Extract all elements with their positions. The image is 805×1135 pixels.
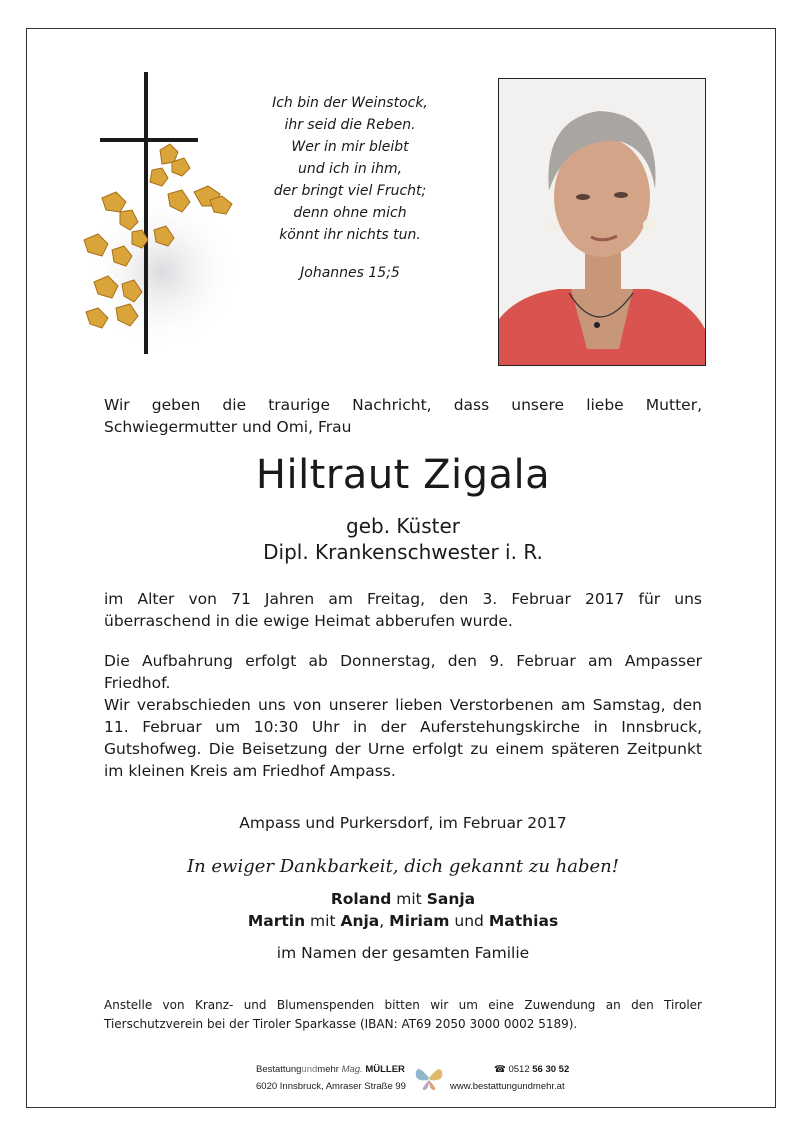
poem-line: und ich in ihm, <box>297 161 403 177</box>
poem-line: Wer in mir bleibt <box>291 139 409 155</box>
funeral-home-website[interactable]: www.bestattungundmehr.at <box>450 1081 565 1092</box>
gratitude-motto: In ewiger Dankbarkeit, dich gekannt zu haben! <box>186 856 619 877</box>
funeral-home-phone: ☎ 0512 56 30 52 <box>494 1064 570 1075</box>
viewing-details: Die Aufbahrung erfolgt ab Donnerstag, den 9. Februar am Ampasser Friedhof. <box>104 652 702 692</box>
poem-line: ihr seid die Reben. <box>284 117 416 133</box>
phone-icon: ☎ <box>494 1064 506 1075</box>
butterfly-logo-icon <box>414 1064 444 1092</box>
funeral-details: Wir verabschieden uns von unserer lieben Verstorbenen am Samstag, den 11. Februar um 10:30 Uhr in der Auferstehungskirche in Innsbruck, Gutshofweg. Die Beisetzung der Urne erfolgt zu einem späteren Zeitpunkt im kleinen Kreis am Friedhof Ampass. <box>104 696 702 780</box>
poem-line: denn ohne mich <box>293 205 407 221</box>
connector-text: und <box>454 912 484 930</box>
portrait-photo <box>498 78 706 366</box>
family-member: Anja <box>340 912 380 930</box>
family-member: Mathias <box>488 912 559 930</box>
portrait-image <box>499 79 705 365</box>
family-member: Miriam <box>389 912 450 930</box>
connector-text: mit <box>310 912 336 930</box>
funeral-home-address: 6020 Innsbruck, Amraser Straße 99 <box>256 1081 406 1092</box>
family-member: Martin <box>247 912 306 930</box>
intro-text: Wir geben die traurige Nachricht, dass unsere liebe Mutter, Schwiegermutter und Omi, Frau <box>104 396 702 436</box>
comma: , <box>379 912 385 930</box>
maiden-name: geb. Küster <box>346 514 460 538</box>
funeral-home-brand: Bestattungundmehr Mag. MÜLLER <box>256 1064 405 1075</box>
family-member: Roland <box>330 890 392 908</box>
ceremony-details-paragraph <box>104 650 702 782</box>
verse-reference: Johannes 15;5 <box>300 265 400 281</box>
poem-line: der bringt viel Frucht; <box>273 183 427 199</box>
family-member: Sanja <box>426 890 476 908</box>
donation-note: Anstelle von Kranz- und Blumenspenden bitten wir um eine Zuwendung an den Tiroler Tierschutzverein bei der Tiroler Sparkasse (IBAN: AT69 2050 3000 0002 5189). <box>104 998 702 1031</box>
deceased-name: Hiltraut Zigala <box>255 452 551 498</box>
funeral-home-footer <box>256 1064 596 1100</box>
death-announcement-paragraph: im Alter von 71 Jahren am Freitag, den 3. Februar 2017 für uns überraschend in die ewige Heimat abberufen wurde. <box>104 590 702 630</box>
connector-text: mit <box>396 890 422 908</box>
on-behalf-text: im Namen der gesamten Familie <box>276 944 530 962</box>
poem-line: könnt ihr nichts tun. <box>279 227 421 243</box>
family-line-2 <box>104 912 702 930</box>
family-line-1 <box>104 890 702 908</box>
place-and-date: Ampass und Purkersdorf, im Februar 2017 <box>239 814 567 832</box>
bible-verse-poem <box>240 92 460 284</box>
poem-line: Ich bin der Weinstock, <box>272 95 428 111</box>
profession: Dipl. Krankenschwester i. R. <box>263 540 543 564</box>
cross-with-leaves-image <box>72 72 242 357</box>
